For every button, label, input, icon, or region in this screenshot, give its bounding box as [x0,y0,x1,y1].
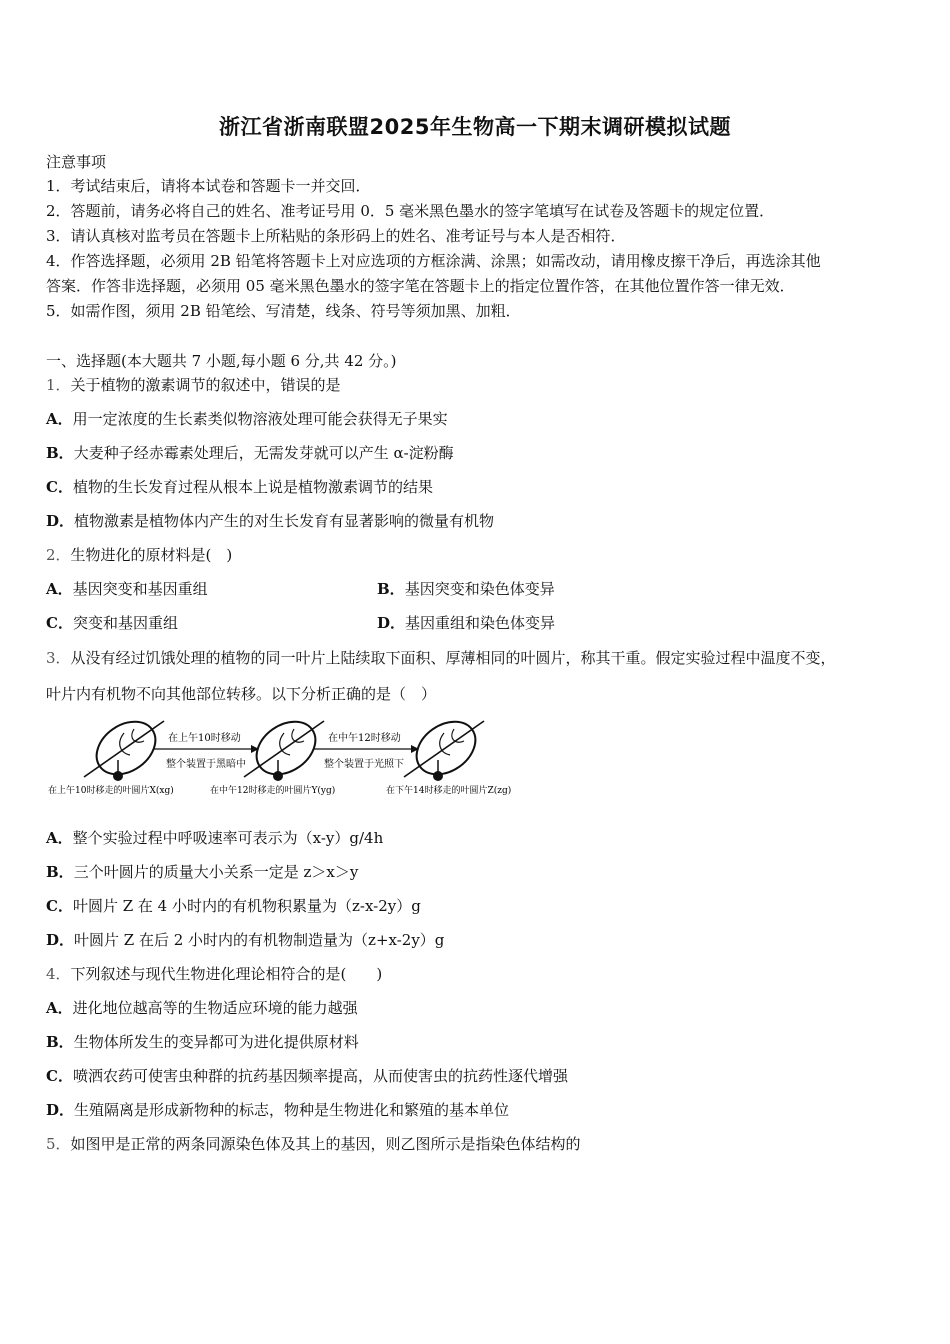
arrow1-bottom-label: 整个装置于黑暗中 [166,759,246,770]
q5-number: 5． [46,1135,71,1153]
q3-option-a[interactable]: A．整个实验过程中呼吸速率可表示为（x-y）g/4h [46,829,384,847]
q2-option-d[interactable]: D．基因重组和染色体变异 [377,614,556,632]
q1-option-d[interactable]: D．植物激素是植物体内产生的对生长发育有显著影响的微量有机物 [46,512,495,530]
notice-heading: 注意事项 [46,153,107,171]
q4-stem: 4．下列叙述与现代生物进化理论相符合的是( ) [46,965,383,983]
notice-item-4-cont: 答案．作答非选择题，必须用 05 毫米黑色墨水的签字笔在答题卡上的指定位置作答，在其他位置作答一律无效． [46,277,795,295]
q2-number: 2． [46,546,71,564]
q3-number: 3． [46,649,71,667]
q4-number: 4． [46,965,71,983]
q1-option-a[interactable]: A．用一定浓度的生长素类似物溶液处理可能会获得无子果实 [46,410,448,428]
q1-option-b[interactable]: B．大麦种子经赤霉素处理后，无需发芽就可以产生 α-淀粉酶 [46,444,454,462]
caption-leaf-x: 在上午10时移走的叶圆片X(xg) [48,786,174,796]
section-heading: 一、选择题(本大题共 7 小题,每小题 6 分,共 42 分。) [46,352,397,370]
q4-option-d[interactable]: D．生殖隔离是形成新物种的标志，物种是生物进化和繁殖的基本单位 [46,1101,510,1119]
page-title: 浙江省浙南联盟2025年生物高一下期末调研模拟试题 [219,115,731,139]
q3-option-d[interactable]: D．叶圆片 Z 在后 2 小时内的有机物制造量为（z+x-2y）g [46,931,445,949]
caption-leaf-y: 在中午12时移走的叶圆片Y(yg) [210,786,336,796]
q3-option-b[interactable]: B．三个叶圆片的质量大小关系一定是 z＞x＞y [46,863,359,881]
q3-option-c[interactable]: C．叶圆片 Z 在 4 小时内的有机物积累量为（z-x-2y）g [46,897,421,915]
notice-item-4: 4．作答选择题，必须用 2B 铅笔将答题卡上对应选项的方框涂满、涂黑；如需改动，请用橡皮擦干净后，再选涂其他 [46,252,821,270]
q3-leaf-experiment-figure [46,715,526,803]
notice-item-3: 3．请认真核对监考员在答题卡上所粘贴的条形码上的姓名、准考证号与本人是否相符． [46,227,626,245]
q1-option-c[interactable]: C．植物的生长发育过程从根本上说是植物激素调节的结果 [46,478,433,496]
notice-item-1: 1．考试结束后，请将本试卷和答题卡一并交回． [46,177,371,195]
q2-option-c[interactable]: C．突变和基因重组 [46,614,178,632]
arrow2-bottom-label: 整个装置于光照下 [324,759,404,770]
q1-number: 1． [46,376,71,394]
q4-option-c[interactable]: C．喷洒农药可使害虫种群的抗药基因频率提高，从而使害虫的抗药性逐代增强 [46,1067,568,1085]
caption-leaf-z: 在下午14时移走的叶圆片Z(zg) [386,786,512,796]
q5-stem: 5．如图甲是正常的两条同源染色体及其上的基因，则乙图所示是指染色体结构的 [46,1135,581,1153]
arrow1-top-label: 在上午10时移动 [168,733,241,744]
leaf-1-icon [84,715,165,785]
notice-item-5: 5．如需作图，须用 2B 铅笔绘、写清楚，线条、符号等须加黑、加粗． [46,302,521,320]
arrow2-top-label: 在中午12时移动 [328,733,401,744]
q1-stem: 1．关于植物的激素调节的叙述中，错误的是 [46,376,341,394]
q4-option-a[interactable]: A．进化地位越高等的生物适应环境的能力越强 [46,999,358,1017]
q2-option-a[interactable]: A．基因突变和基因重组 [46,580,208,598]
q2-stem: 2．生物进化的原材料是( ) [46,546,233,564]
q3-stem-line1: 3．从没有经过饥饿处理的植物的同一叶片上陆续取下面积、厚薄相同的叶圆片，称其干重。假定实验过程中温度不变， [46,649,836,667]
q4-option-b[interactable]: B．生物体所发生的变异都可为进化提供原材料 [46,1033,359,1051]
q2-option-b[interactable]: B．基因突变和染色体变异 [377,580,555,598]
q3-stem-line2: 叶片内有机物不向其他部位转移。以下分析正确的是（ ） [46,685,437,703]
notice-item-2: 2．答题前，请务必将自己的姓名、准考证号用 0．5 毫米黑色墨水的签字笔填写在试卷及答题卡的规定位置． [46,202,775,220]
